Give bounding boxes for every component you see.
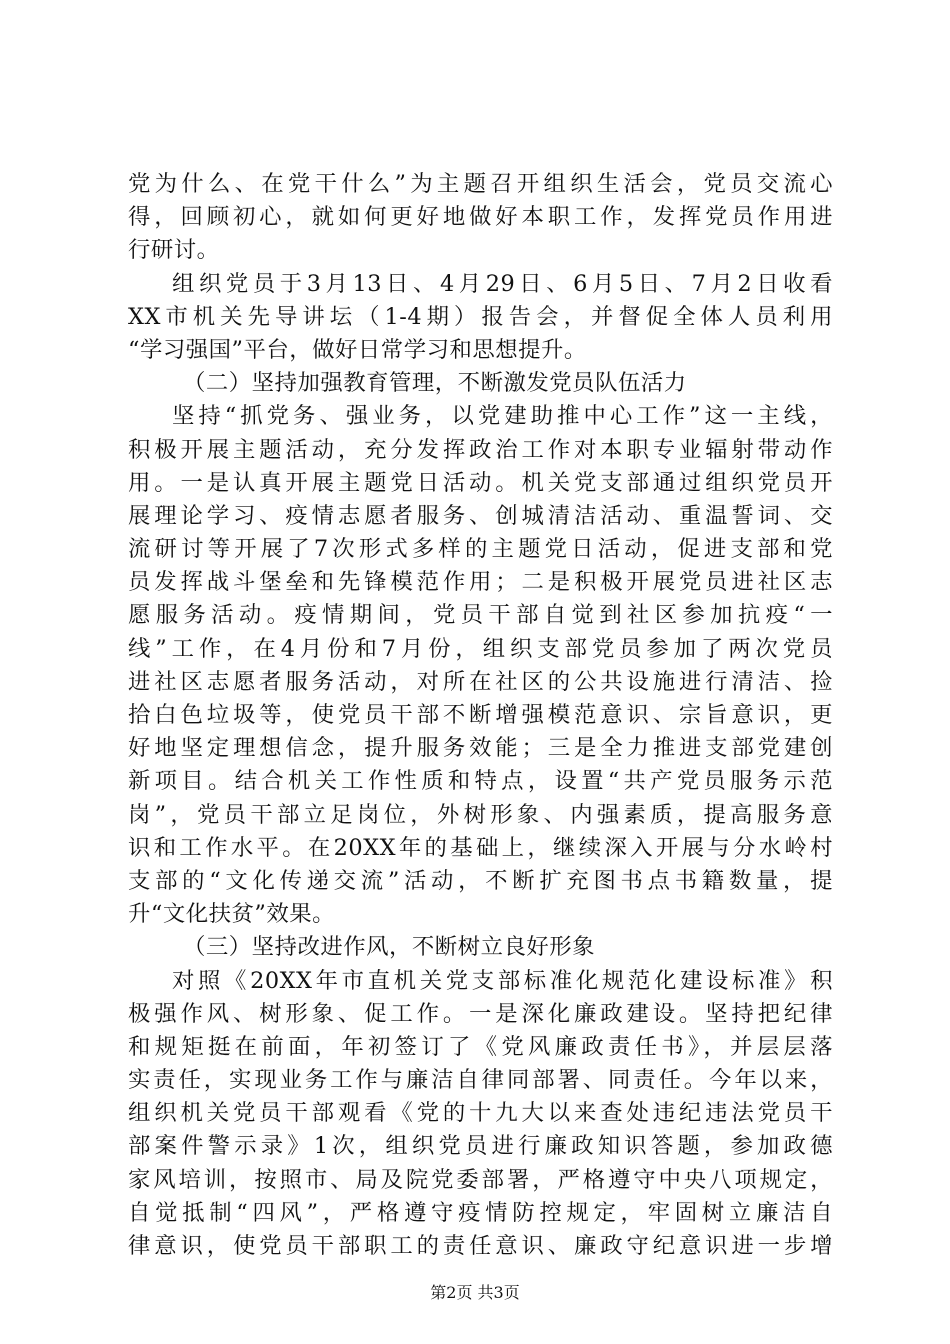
paragraph-line: 家风培训，按照市、局及院党委部署，严格遵守中央八项规定，	[128, 1166, 833, 1193]
paragraph-line: 极强作风、树形象、促工作。一是深化廉政建设。坚持把纪律	[128, 1000, 833, 1027]
paragraph-line: 支部的“文化传递交流”活动，不断扩充图书点书籍数量，提	[128, 867, 833, 894]
section-heading: （三）坚持改进作风，不断树立良好形象	[183, 934, 596, 961]
paragraph-line: 进社区志愿者服务活动，对所在社区的公共设施进行清洁、捡	[128, 668, 833, 695]
paragraph-line: 岗”，党员干部立足岗位，外树形象、内强素质，提高服务意	[128, 801, 833, 828]
paragraph-line: 新项目。结合机关工作性质和特点，设置“共产党员服务示范	[128, 768, 833, 795]
paragraph-line: 组织机关党员干部观看《党的十九大以来查处违纪违法党员干	[128, 1100, 833, 1127]
paragraph-line: XX市机关先导讲坛（1-4期）报告会，并督促全体人员利用	[128, 303, 833, 330]
paragraph-line: 部案件警示录》1次，组织党员进行廉政知识答题，参加政德	[128, 1133, 833, 1160]
paragraph-line: 组织党员于3月13日、4月29日、6月5日、7月2日收看	[172, 270, 833, 297]
paragraph-line: 得，回顾初心，就如何更好地做好本职工作，发挥党员作用进	[128, 204, 833, 231]
paragraph-line: 律意识，使党员干部职工的责任意识、廉政守纪意识进一步增	[128, 1233, 833, 1259]
paragraph-line: 愿服务活动。疫情期间，党员干部自觉到社区参加抗疫“一	[128, 602, 833, 629]
paragraph-line: 党为什么、在党干什么”为主题召开组织生活会，党员交流心	[128, 171, 833, 197]
paragraph-line: 实责任，实现业务工作与廉洁自律同部署、同责任。今年以来，	[128, 1067, 833, 1094]
paragraph-line: 员发挥战斗堡垒和先锋模范作用；二是积极开展党员进社区志	[128, 569, 833, 596]
section-heading: （二）坚持加强教育管理，不断激发党员队伍活力	[183, 370, 687, 397]
paragraph-line: 自觉抵制“四风”，严格遵守疫情防控规定，牢固树立廉洁自	[128, 1199, 833, 1226]
paragraph-line: 好地坚定理想信念，提升服务效能；三是全力推进支部党建创	[128, 735, 833, 762]
paragraph-line: 用。一是认真开展主题党日活动。机关党支部通过组织党员开	[128, 469, 833, 496]
paragraph-line: 识和工作水平。在20XX年的基础上，继续深入开展与分水岭村	[128, 834, 833, 861]
paragraph-line: 行研讨。	[128, 237, 220, 264]
paragraph-line: 线”工作，在4月份和7月份，组织支部党员参加了两次党员	[128, 635, 833, 662]
paragraph-line: 和规矩挺在前面，年初签订了《党风廉政责任书》，并层层落	[128, 1033, 833, 1060]
paragraph-line: 坚持“抓党务、强业务，以党建助推中心工作”这一主线，	[172, 403, 833, 430]
paragraph-line: 拾白色垃圾等，使党员干部不断增强模范意识、宗旨意识，更	[128, 702, 833, 728]
paragraph-line: “学习强国”平台，做好日常学习和思想提升。	[128, 336, 587, 363]
document-body	[128, 168, 833, 1263]
paragraph-line: 积极开展主题活动，充分发挥政治工作对本职专业辐射带动作	[128, 436, 833, 463]
paragraph-line: 展理论学习、疫情志愿者服务、创城清洁活动、重温誓词、交	[128, 502, 833, 529]
page-number-footer: 第2页 共3页	[430, 1283, 520, 1302]
paragraph-line: 流研讨等开展了7次形式多样的主题党日活动，促进支部和党	[128, 536, 833, 563]
paragraph-line: 对照《20XX年市直机关党支部标准化规范化建设标准》积	[172, 967, 833, 994]
paragraph-line: 升“文化扶贫”效果。	[128, 901, 336, 928]
